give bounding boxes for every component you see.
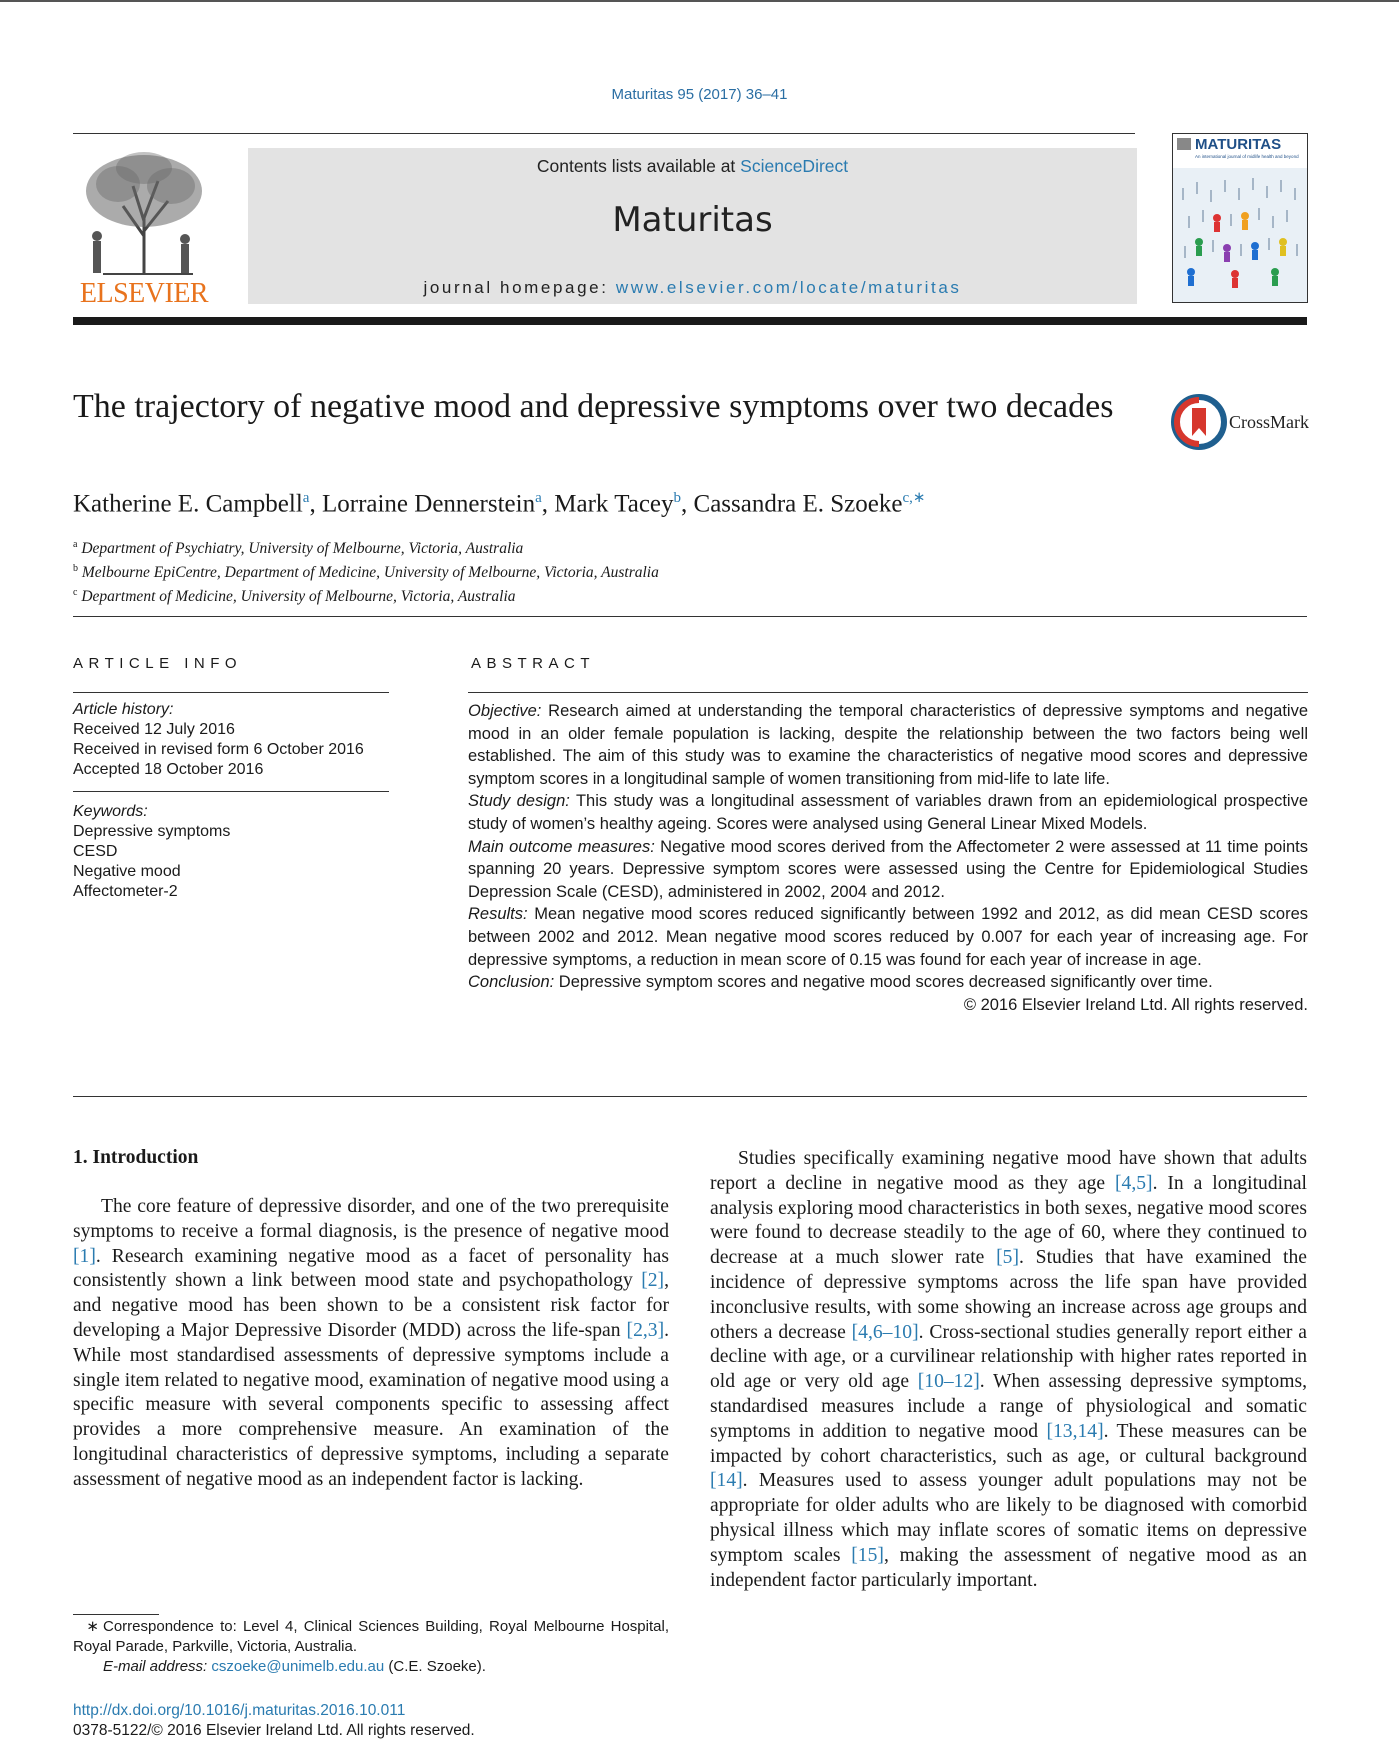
abstract-section-label: Study design: xyxy=(468,792,570,811)
cover-figures-illustration xyxy=(1173,168,1307,302)
paragraph-text: , and negative mood has been shown to be a consistent risk factor for developing a Major Depressive Disorder (MDD) across the life-span xyxy=(73,1270,669,1341)
paragraph-text: The core feature of depressive disorder, and one of the two prerequisite symptoms to receive a formal diagnosis, is the presence of negative mood xyxy=(73,1196,669,1242)
paragraph-text: . Cross-sectional studies generally report either a decline with age, or a curvilinear relationship with higher rates reported in old age or very old age xyxy=(710,1321,1307,1393)
abstract-section-text: Research aimed at understanding the temporal characteristics of depressive symptoms and negative mood in an older female population is lacking, despite the relationship between the two factors being well established. The aim of this study was to examine the characteristics of negative mood scores and depressive symptom scores in a longitudinal sample of women transitioning from mid-life to late life. xyxy=(468,702,1308,788)
email-link[interactable]: cszoeke@unimelb.edu.au xyxy=(211,1658,385,1675)
copyright-notice: © 2016 Elsevier Ireland Ltd. All rights reserved. xyxy=(963,995,1308,1014)
reference-link[interactable]: [14] xyxy=(710,1470,743,1492)
paragraph-text: , making the assessment of negative mood as an independent factor particularly important. xyxy=(710,1544,1307,1591)
top-rule xyxy=(0,0,1399,2)
sciencedirect-link[interactable]: ScienceDirect xyxy=(740,156,849,176)
crossmark-label: CrossMark xyxy=(1229,412,1309,432)
affiliation-marker: c xyxy=(73,587,78,599)
paragraph-text: . In a longitudinal analysis exploring mood characteristics in both sexes, negative mood scores were found to decrease steadily to the age of 60, where they continued to decrease at a much slower rate xyxy=(710,1172,1308,1269)
affiliation-text: Department of Medicine, University of Melbourne, Victoria, Australia xyxy=(77,588,516,606)
paragraph-text: . When assessing depressive symptoms, standardised measures include a range of physiological and somatic symptoms in addition to negative mood xyxy=(710,1371,1307,1442)
abstract-body xyxy=(468,700,1308,1016)
accepted-date: Accepted 18 October 2016 xyxy=(73,761,264,778)
abstract-section xyxy=(468,836,1308,904)
abstract-section xyxy=(468,790,1308,835)
article-info-block xyxy=(73,700,389,902)
paragraph-text: . Measures used to assess younger adult populations may not be appropriate for older adults who are likely to be diagnosed with comorbid physical illness which may inflate scores of somatic items on depressive symptom scales xyxy=(710,1470,1307,1566)
keyword: Negative mood xyxy=(73,863,181,880)
journal-homepage-line xyxy=(248,278,1137,298)
abstract-section-text: Mean negative mood scores reduced significantly between 1992 and 2012, as did mean CESD scores between 2002 and 2012. Mean negative mood scores reduced by 0.007 for each year of increasing age. For depressive symptoms, a reduction in mean score of 0.15 was found for each year of increase in age. xyxy=(468,905,1308,969)
author-name[interactable]: Katherine E. Campbell xyxy=(73,490,303,518)
keyword: Depressive symptoms xyxy=(73,823,231,840)
reference-link[interactable]: [13,14] xyxy=(1046,1420,1104,1442)
contents-prefix: Contents lists available at xyxy=(536,156,741,176)
journal-name: Maturitas xyxy=(612,200,773,240)
elsevier-wordmark: ELSEVIER xyxy=(79,278,209,309)
reference-link[interactable]: [1] xyxy=(73,1245,96,1267)
author-affiliation-marker[interactable]: a xyxy=(302,490,310,506)
abstract-section xyxy=(468,700,1308,790)
section-heading-introduction: 1. Introduction xyxy=(73,1147,199,1168)
abstract-section xyxy=(468,903,1308,971)
affiliations xyxy=(73,535,973,607)
reference-link[interactable]: [4,5] xyxy=(1115,1172,1153,1194)
article-info-rule xyxy=(73,692,389,693)
affiliation-text: Department of Psychiatry, University of Melbourne, Victoria, Australia xyxy=(77,540,524,558)
author-separator: , xyxy=(681,490,694,518)
affiliation-marker: b xyxy=(73,563,78,575)
author-separator: , xyxy=(541,490,555,518)
affiliation xyxy=(73,535,973,559)
journal-banner xyxy=(248,148,1137,304)
author-affiliation-marker[interactable]: b xyxy=(673,490,682,506)
reference-link[interactable]: [15] xyxy=(851,1544,884,1566)
homepage-link[interactable]: www.elsevier.com/locate/maturitas xyxy=(615,278,962,297)
correspondence-text: Correspondence to: Level 4, Clinical Sciences Building, Royal Melbourne Hospital, Royal Parade, Parkville, Victoria, Australia. xyxy=(73,1618,669,1655)
abstract-section-label: Conclusion: xyxy=(468,973,555,992)
author-name[interactable]: Lorraine Dennerstein xyxy=(321,490,536,518)
contents-line xyxy=(248,156,1137,177)
history-label: Article history: xyxy=(73,701,174,718)
header-rule xyxy=(73,133,1135,134)
cover-subtitle: An international journal of midlife health and beyond xyxy=(1195,154,1299,159)
keyword: Affectometer-2 xyxy=(73,883,178,900)
article-title: The trajectory of negative mood and depressive symptoms over two decades xyxy=(73,388,1114,425)
paragraph-text: . Research examining negative mood as a facet of personality has consistently shown a link between mood state and psychopathology xyxy=(73,1245,669,1292)
reference-link[interactable]: [5] xyxy=(996,1247,1019,1269)
author-separator: , xyxy=(309,490,322,518)
header-thick-rule xyxy=(73,317,1307,325)
footnote-marker: ∗ xyxy=(86,1618,99,1635)
abstract-rule xyxy=(468,692,1308,693)
reference-link[interactable]: [2,3] xyxy=(626,1319,665,1341)
abstract-section xyxy=(468,971,1308,994)
journal-citation[interactable]: Maturitas 95 (2017) 36–41 xyxy=(611,86,788,103)
affiliation xyxy=(73,583,973,607)
footnote-rule xyxy=(73,1614,159,1615)
author-affiliation-marker[interactable]: a xyxy=(535,490,542,506)
affiliation-marker: a xyxy=(73,539,78,550)
paragraph xyxy=(710,1147,1307,1593)
author-name[interactable]: Cassandra E. Szoeke xyxy=(693,490,903,518)
author-list xyxy=(73,488,1173,518)
reference-link[interactable]: [10–12] xyxy=(917,1371,980,1393)
paragraph xyxy=(73,1195,669,1493)
paragraph-text: . These measures can be impacted by cohort characteristics, such as age, or cultural background xyxy=(710,1420,1307,1467)
article-info-heading: ARTICLE INFO xyxy=(73,655,243,672)
doi-link[interactable]: http://dx.doi.org/10.1016/j.maturitas.2016.10.011 xyxy=(73,1702,406,1719)
correspondence-footnote xyxy=(73,1617,669,1657)
keywords-rule xyxy=(73,791,389,792)
reference-link[interactable]: [2] xyxy=(641,1270,665,1292)
cover-publisher-icon xyxy=(1177,138,1191,150)
homepage-prefix: journal homepage: xyxy=(423,278,616,297)
cover-title: MATURITAS xyxy=(1195,136,1282,153)
journal-cover-thumbnail[interactable] xyxy=(1172,133,1308,303)
revised-date: Received in revised form 6 October 2016 xyxy=(73,741,364,758)
issn-line: 0378-5122/© 2016 Elsevier Ireland Ltd. All rights reserved. xyxy=(73,1722,475,1739)
paragraph-text: Studies specifically examining negative mood have shown that adults report a decline in negative mood as they age xyxy=(710,1148,1307,1194)
email-line xyxy=(103,1657,663,1677)
abstract-heading: ABSTRACT xyxy=(471,655,596,672)
abstract-section-text: Negative mood scores derived from the Affectometer 2 were assessed at 11 time points spanning 20 years. Depressive symptom scores were assessed using the Centre for Epidemiological Studies Depression Scale (CESD), administered in 2002, 2004 and 2012. xyxy=(468,837,1309,901)
crossmark-icon xyxy=(1171,394,1227,450)
abstract-section-text: This study was a longitudinal assessment of variables drawn from an epidemiological prospective study of women’s healthy ageing. Scores were analysed using General Linear Mixed Models. xyxy=(468,792,1309,833)
crossmark-badge[interactable] xyxy=(1171,394,1321,450)
affiliation-text: Melbourne EpiCentre, Department of Medicine, University of Melbourne, Victoria, Australia xyxy=(78,564,659,582)
keyword: CESD xyxy=(73,843,118,860)
email-label: E-mail address: xyxy=(103,1658,208,1675)
affiliation xyxy=(73,559,973,583)
email-suffix: (C.E. Szoeke). xyxy=(384,1658,486,1675)
abstract-section-label: Main outcome measures: xyxy=(468,837,655,856)
abstract-section-label: Objective: xyxy=(468,702,542,720)
affiliation-rule xyxy=(73,616,1307,617)
abstract-section-text: Depressive symptom scores and negative mood scores decreased significantly over time. xyxy=(554,973,1213,992)
intro-left-column xyxy=(73,1195,669,1493)
author-affiliation-marker[interactable]: c,∗ xyxy=(902,490,926,506)
abstract-section-label: Results: xyxy=(468,905,528,924)
keywords-label: Keywords: xyxy=(73,803,148,820)
reference-link[interactable]: [4,6–10] xyxy=(851,1321,919,1343)
paragraph-text: . While most standardised assessments of depressive symptoms include a single item related to negative mood, examination of negative mood using a specific measure with several components specific to assessing affect provides a more comprehensive measure. An examination of the longitudinal characteristics of depressive symptoms, including a separate assessment of negative mood as an independent factor is lacking. xyxy=(73,1319,669,1490)
paragraph-text: . Studies that have examined the incidence of depressive symptoms across the life span have provided inconclusive results, with some showing an increase across age groups and others a decrease xyxy=(710,1247,1307,1343)
received-date: Received 12 July 2016 xyxy=(73,721,235,738)
author-name[interactable]: Mark Tacey xyxy=(554,490,674,518)
abstract-end-rule xyxy=(73,1096,1307,1097)
intro-right-column xyxy=(710,1147,1307,1593)
